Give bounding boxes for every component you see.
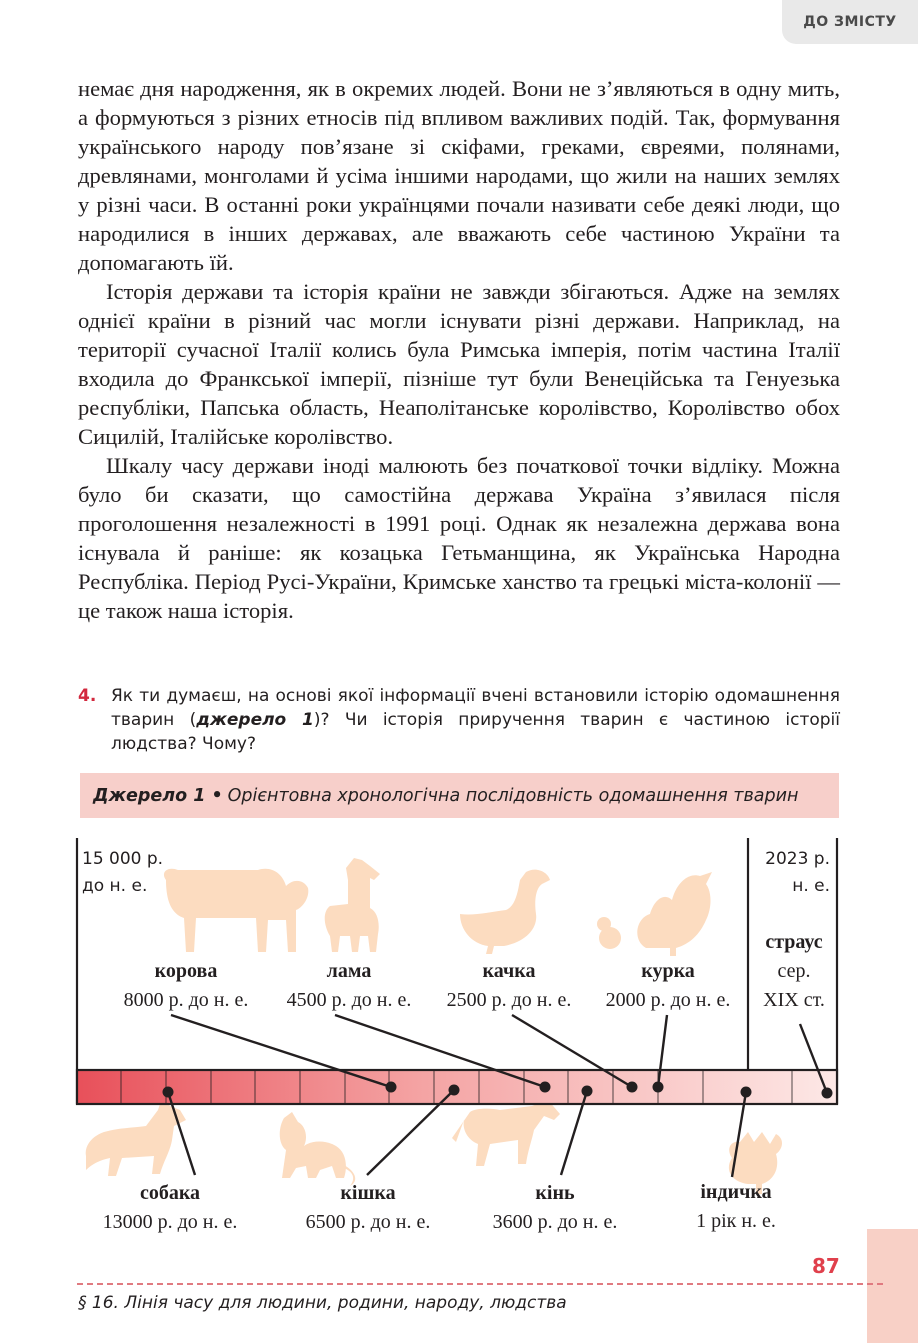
llama-icon xyxy=(325,858,380,952)
event-date: сер. xyxy=(777,960,811,982)
task-4 xyxy=(78,684,840,756)
paragraph: немає дня народження, як в окремих людей. Вони не з’являються в одну мить, а формуються з різних етносів під впливом важливих подій. Так, формування українського народу пов’язане зі скіфами, греками, євреями, полянами, древлянами, монголами й усіма іншими народами, що жили на наших землях у різні часи. В останні роки українцями почали називати себе деякі люди, що народилися в інших державах, але вважають себе частиною України та допомагають їй. xyxy=(78,76,840,275)
event-date: 6500 р. до н. е. xyxy=(305,1211,431,1233)
paragraph: Шкалу часу держави іноді малюють без початкової точки відліку. Можна було би сказати, що самостійна держава Україна з’явилася після проголошення незалежності в 1991 році. Однак як незалежна держава вона існувала й раніше: як козацька Гетьманщина, як Українська Народна Республіка. Період Русі-України, Кримське ханство та грецькі міста-колонії — це також наша історія. xyxy=(78,453,840,623)
event-date: 13000 р. до н. е. xyxy=(102,1211,238,1233)
event-date: 2000 р. до н. е. xyxy=(605,989,731,1011)
event-name: лама xyxy=(326,960,372,982)
event-dog xyxy=(85,1179,255,1237)
event-name: страус xyxy=(765,931,823,953)
event-llama xyxy=(268,957,430,1015)
horse-icon xyxy=(452,1100,560,1166)
body-text xyxy=(78,74,840,625)
task-text xyxy=(111,684,840,756)
event-name: кішка xyxy=(340,1182,396,1204)
event-name: качка xyxy=(482,960,536,982)
task-text-start: Як ти думаєш, на основі якої інформації вчені встановили історію одомашнення тварин ( xyxy=(111,686,840,730)
event-date: 8000 р. до н. е. xyxy=(123,989,249,1011)
event-date: 3600 р. до н. е. xyxy=(492,1211,618,1233)
event-name: курка xyxy=(641,960,695,982)
source-label: Джерело 1 • xyxy=(93,785,223,806)
chicks-icon xyxy=(597,872,712,956)
marker-duck xyxy=(627,1082,638,1093)
cow-icon xyxy=(164,869,308,952)
marker-horse xyxy=(582,1086,593,1097)
marker-ostrich xyxy=(822,1088,833,1099)
running-footer: § 16. Лінія часу для людини, родини, народу, людства xyxy=(78,1293,567,1313)
source-reference: джерело 1 xyxy=(196,710,314,730)
task-number: 4. xyxy=(78,686,97,706)
event-turkey xyxy=(670,1178,802,1236)
event-name: кінь xyxy=(535,1182,575,1204)
event-date: 1 рік н. е. xyxy=(696,1210,776,1232)
task-text-end: )? Чи історія приручення тварин є частиною історії людства? Чому? xyxy=(111,710,840,754)
toc-link[interactable]: ДО ЗМІСТУ xyxy=(782,0,918,44)
source-title: Орієнтовна хронологічна послідовність одомашнення тварин xyxy=(227,785,799,806)
dog-icon xyxy=(86,1098,186,1176)
marker-llama xyxy=(540,1082,551,1093)
cat-icon xyxy=(280,1112,356,1186)
event-date: 4500 р. до н. е. xyxy=(286,989,412,1011)
marker-chicken xyxy=(653,1082,664,1093)
event-chicken xyxy=(588,957,748,1015)
marker-cat xyxy=(449,1085,460,1096)
event-name: індичка xyxy=(700,1181,772,1203)
event-duck xyxy=(428,957,590,1015)
timeline-start-line2: до н. е. xyxy=(82,876,148,896)
page-number: 87 xyxy=(812,1254,840,1278)
event-date: 2500 р. до н. е. xyxy=(446,989,572,1011)
page-corner-decoration xyxy=(867,1229,918,1343)
timeline-end-line1: 2023 р. xyxy=(765,849,830,869)
event-ostrich xyxy=(752,928,836,1015)
footer-divider xyxy=(77,1283,883,1285)
marker-turkey xyxy=(741,1087,752,1098)
animal-silhouettes xyxy=(86,858,782,1194)
timeline-start-line1: 15 000 р. xyxy=(82,849,164,869)
source-heading xyxy=(80,773,839,818)
event-name: корова xyxy=(154,960,218,982)
event-horse xyxy=(474,1179,636,1237)
event-name: собака xyxy=(139,1182,201,1204)
marker-cow xyxy=(386,1082,397,1093)
event-cat xyxy=(288,1179,448,1237)
marker-dog xyxy=(163,1087,174,1098)
timeline-end-label xyxy=(754,846,830,900)
event-date: XIX ст. xyxy=(763,989,825,1011)
goose-icon xyxy=(460,870,550,954)
timeline-start-label xyxy=(82,846,163,900)
event-cow xyxy=(105,957,267,1015)
paragraph: Історія держави та історія країни не завжди збігаються. Адже на землях однієї країни в різний час могли існувати різні держави. Наприклад, на території сучасної Італії колись була Римська імперія, потім частина Італії входила до Франкської імперії, пізніше тут були Венеційська та Генуезька республіки, Папська область, Неаполітанське королівство, Королівство обох Сицилій, Італійське королівство. xyxy=(78,279,840,449)
timeline-end-line2: н. е. xyxy=(792,876,830,896)
